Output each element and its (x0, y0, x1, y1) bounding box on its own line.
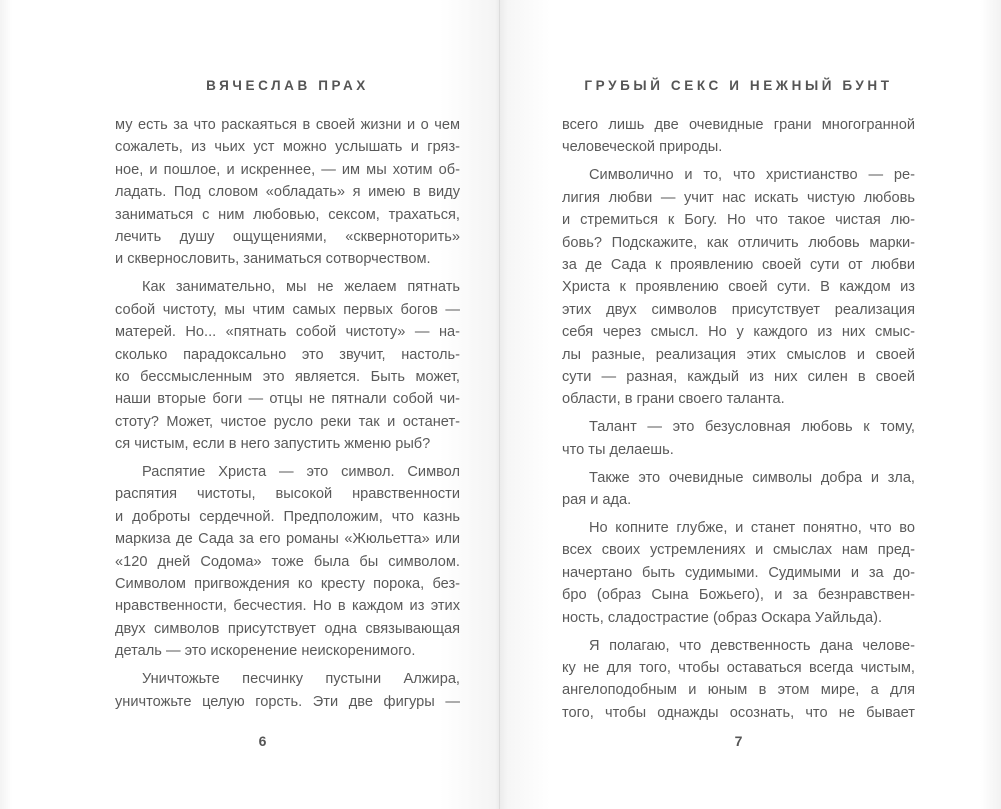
paragraph (562, 416, 915, 461)
text-line: «120 дней Содома» тоже была бы символом. (115, 553, 460, 570)
paragraph (115, 668, 460, 713)
text-line: Также это очевидные символы добра и зла, (589, 469, 915, 486)
text-line: му есть за что раскаяться в своей жизни и о чем (115, 117, 460, 133)
page-body (562, 114, 915, 730)
paragraph (562, 114, 915, 159)
text-line: Распятие Христа — это символ. Символ (142, 464, 460, 481)
text-line: Христа к проявлению своей сути. В каждом из (562, 279, 915, 296)
text-line: ладать. Под словом «обладать» я имею в виду (115, 184, 460, 201)
text-line: Как занимательно, мы не желаем пятнать (142, 279, 460, 296)
paragraph (115, 461, 460, 663)
text-line: и стремиться к Богу. Но что такое чистая лю- (562, 212, 915, 229)
text-line: области, в грани своего таланта. (562, 391, 785, 408)
text-line: ко бессмысленным это является. Быть может, (115, 368, 460, 385)
text-line: лигия любви — учит нас искать чистую любовь (562, 189, 915, 206)
text-line: Я полагаю, что девственность дана челове- (589, 637, 915, 654)
text-line: бовь? Подскажите, как отличить любовь марки- (562, 234, 915, 251)
running-header-title: ГРУБЫЙ СЕКС И НЕЖНЫЙ БУНТ (584, 78, 893, 93)
text-line: стоту? Может, чистое русло реки так и останет- (115, 413, 460, 430)
text-line: маркиза де Сада за его романы «Жюльетта» или (115, 531, 460, 548)
left-page (0, 0, 499, 809)
text-line: и сквернословить, заниматься сотворчеством. (115, 251, 431, 268)
text-line: Символом пригвождения ко кресту порока, без- (115, 576, 460, 592)
text-line: начертано быть судимыми. Судимыми и за до- (562, 564, 915, 581)
text-line: Символично и то, что христианство — ре- (589, 167, 915, 184)
text-line: ангелоподобным и юным в этом мире, а для (562, 682, 915, 699)
text-line: ку не для того, чтобы оставаться всегда чистым, (562, 659, 915, 676)
paragraph (562, 467, 915, 512)
paragraph (115, 276, 460, 455)
text-line: этих двух символов присутствует реализация (562, 301, 915, 318)
text-line: нравственности, бесчестия. Но в каждом из этих (115, 598, 460, 615)
paragraph (562, 164, 915, 410)
text-line: бро (образ Сына Божьего), и за безнравствен- (562, 587, 915, 604)
page-number: 7 (734, 733, 743, 749)
text-line: Но копните глубже, и станет понятно, что во (589, 520, 915, 537)
paragraph (115, 114, 460, 271)
text-line: лы разные, реализация этих смыслов и своей (562, 346, 915, 363)
text-line: рая и ада. (562, 492, 632, 509)
text-line: сожалеть, из чьих уст можно услышать и гряз- (115, 139, 460, 156)
text-line: того, чтобы однажды осознать, что не бывает (562, 704, 915, 721)
text-line: лечить душу ощущениями, «скверноторить» (115, 228, 460, 245)
text-line: себя через смысл. Но у каждого из них смыс- (562, 324, 915, 341)
page-number: 6 (258, 733, 267, 749)
page-body (115, 114, 460, 719)
text-line: сколько парадоксально это звучит, настоль- (115, 346, 460, 363)
text-line: за де Сада к проявлению своей сути от любви (562, 256, 915, 273)
text-line: всего лишь две очевидные грани многогранной (562, 117, 915, 133)
text-line: ность, сладострастие (образ Оскара Уайльда). (562, 609, 883, 626)
text-line: наши вторые боги — отцы не пятнали собой чи- (115, 391, 460, 408)
text-line: матерей. Но... «пятнать собой чистоту» — на- (115, 324, 460, 341)
running-header-author: ВЯЧЕСЛАВ ПРАХ (206, 78, 369, 93)
text-line: Талант — это безусловная любовь к тому, (589, 419, 915, 436)
text-line: и доброты сердечной. Предположим, что казнь (115, 508, 460, 525)
text-line: собой чистоту, мы чтим самых первых богов — (115, 301, 460, 318)
text-line: распятия чистоты, высокой нравственности (115, 486, 460, 503)
text-line: ся чистым, если в него запустить жменю рыб? (115, 436, 431, 453)
text-line: Уничтожьте песчинку пустыни Алжира, (142, 671, 460, 688)
paragraph (562, 517, 915, 629)
paragraph (562, 635, 915, 725)
text-line: заниматься с ним любовью, сексом, трахаться, (115, 206, 460, 223)
text-line: ное, и пошлое, и искреннее, — им мы хотим об- (115, 161, 460, 178)
text-line: двух символов присутствует одна связывающая (115, 620, 460, 637)
text-line: деталь — это искоренение неискоренимого. (115, 643, 416, 660)
right-page (500, 0, 1001, 809)
text-line: что ты делаешь. (562, 441, 674, 458)
text-line: всех своих устремлениях и смыслах нам пред- (562, 542, 915, 559)
text-line: человеческой природы. (562, 139, 723, 156)
text-line: сути — разная, каждый из них силен в своей (562, 368, 915, 385)
text-line: уничтожьте целую горсть. Эти две фигуры — (115, 693, 460, 710)
